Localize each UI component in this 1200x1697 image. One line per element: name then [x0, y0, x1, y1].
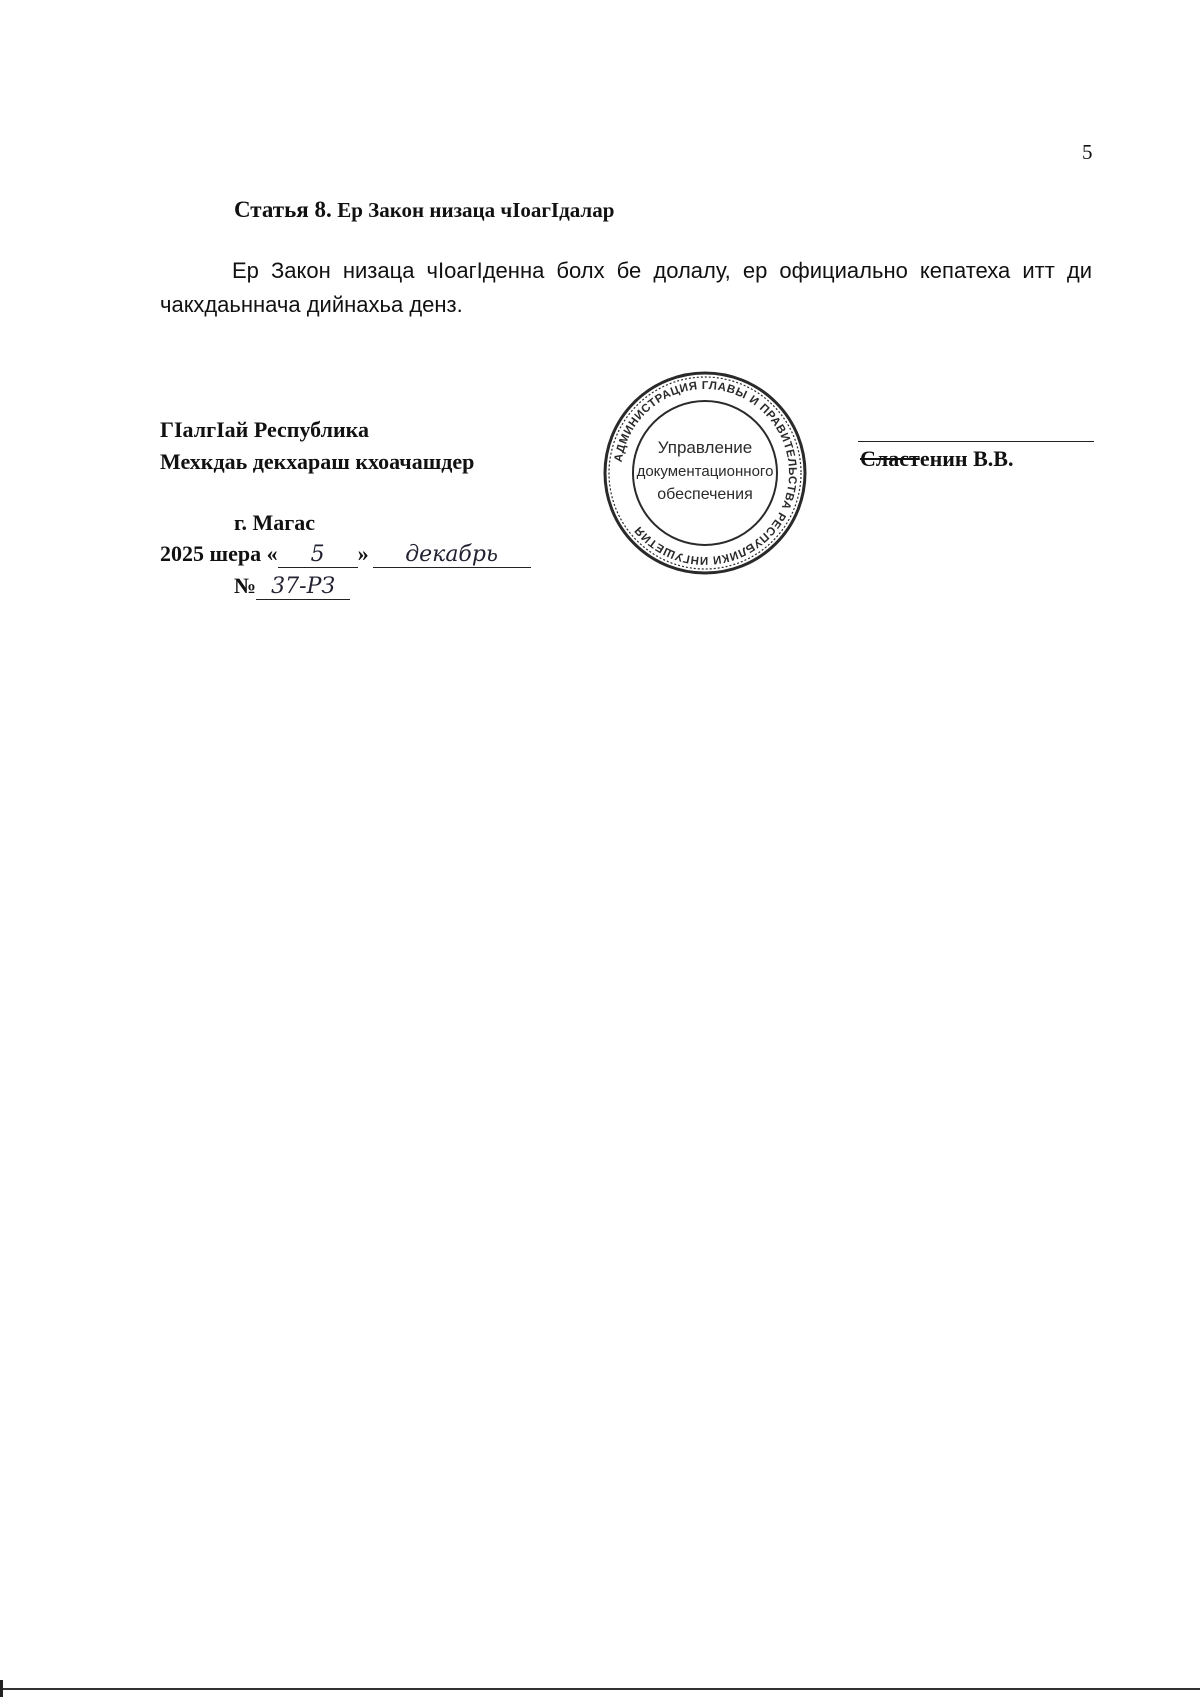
stamp-center-line1: Управление	[657, 438, 753, 457]
signatory-name	[860, 446, 1013, 472]
document-number-label: №	[234, 573, 257, 598]
article-body: Ер Закон низаца чIоагIденна болх бе долалу, ер официально кепатеха итт ди чакхдаьннача дийнахьа денз.	[160, 258, 1092, 317]
date-open-quote: «	[266, 541, 278, 566]
date-close-quote: »	[357, 541, 369, 566]
article-number: Статья 8.	[234, 197, 332, 222]
place-of-signing: г. Магас	[234, 510, 316, 535]
date-month-handwritten: декабрь	[373, 543, 531, 568]
article-title: Ер Закон низаца чIоагIдалар	[337, 198, 615, 222]
article-heading	[234, 197, 614, 223]
date-day-handwritten: 5	[278, 543, 358, 568]
signatory-name-rest: енин В.В.	[919, 446, 1014, 471]
scan-bottom-edge	[0, 1688, 1200, 1690]
date-year: 2025 шера	[160, 541, 262, 566]
stamp-ring-text: АДМИНИСТРАЦИЯ ГЛАВЫ И ПРАВИТЕЛЬСТВА РЕСПУБЛИКИ ИНГУШЕТИЯ	[612, 379, 799, 567]
stamp-center-line3: обеспечения	[657, 486, 753, 503]
signatory-title	[160, 414, 474, 478]
document-number	[234, 573, 350, 600]
official-stamp	[600, 368, 810, 578]
document-number-handwritten: 37-РЗ	[256, 575, 350, 600]
signing-date	[160, 541, 531, 568]
signatory-title-line2: Мехкдаь декхараш кхоачашдер	[160, 449, 475, 474]
signatory-title-line1: ГIалгIай Республика	[160, 417, 369, 442]
scan-corner-mark	[0, 1680, 3, 1697]
signatory-name-overwritten: Сласт	[860, 446, 920, 471]
signature-line	[858, 441, 1094, 442]
page-number: 5	[1082, 140, 1093, 164]
stamp-center-line2: документационного	[636, 463, 774, 480]
